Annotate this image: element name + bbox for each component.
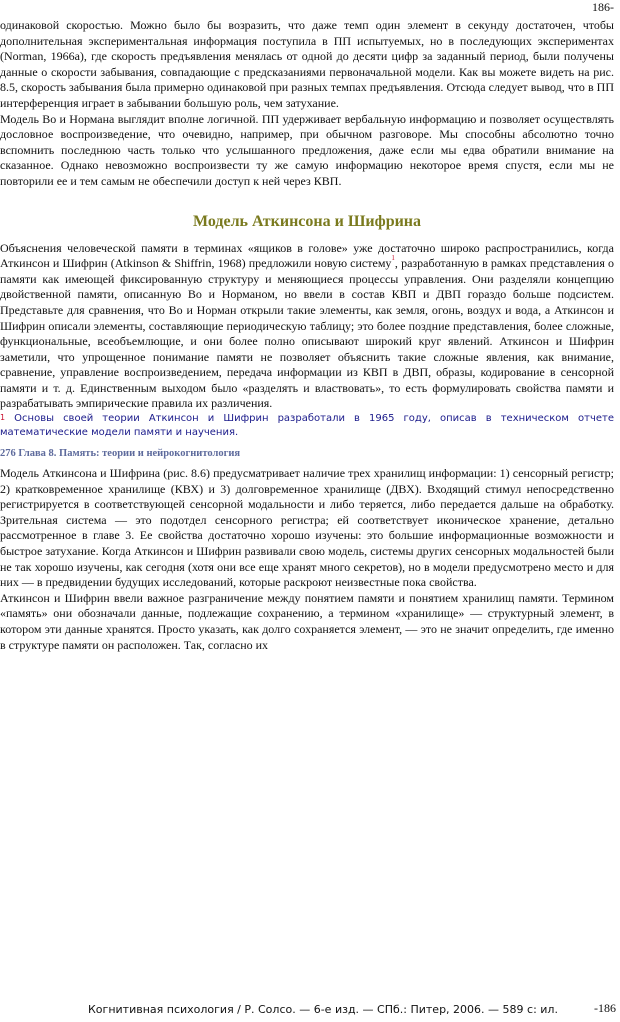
running-header: 276 Глава 8. Память: теории и нейрокогнитология xyxy=(0,448,241,460)
section-intro-paragraph xyxy=(0,241,614,413)
page-footer xyxy=(0,1002,620,1018)
bottom-page-number: -186 xyxy=(594,1001,616,1015)
body-paragraph: Модель Аткинсона и Шифрина (рис. 8.6) предусматривает наличие трех хранилищ информации: 1) сенсорный регистр; 2) кратковременное хранилище (КВХ) и 3) долговременное хранилище (ДВХ). Входящий стимул непосредственно регистрируется в соответствующей сенсорной модальности и либо теряется, либо передается дальше на обработку. Зрительная система — это подотдел сенсорного регистра; ей соответствует иконическое хранение, детально рассмотренное в главе 3. Ее свойства достаточно хорошо изучены: это большие информационные возможности и быстрое затухание. Когда Аткинсон и Шифрин развивали свою модель, системы других сенсорных модальностей были не так хорошо изучены, как сегодня (хотя они все еще хранят много секретов), но в модели предусмотрено место и для них — в предвидении будущих исследований, которые раскроют неизвестные пока свойства. xyxy=(0,466,614,590)
paragraph-text: Объяснения человеческой памяти в терминах «ящиков в голове» уже достаточно широко распространились, когда Аткинсон и Шифрин (Atkinson & Shiffrin, 1968) предложили новую систему xyxy=(0,240,614,271)
footnote-mark: 1 xyxy=(0,413,6,423)
footnote xyxy=(0,412,614,440)
page-body xyxy=(0,18,614,653)
section-title: Модель Аткинсона и Шифрина xyxy=(192,212,422,230)
footnote-text: Основы своей теории Аткинсон и Шифрин разработали в 1965 году, описав в техническом отчете математические модели памяти и научения. xyxy=(0,413,614,439)
paragraph-text-cont: , разработанную в рамках представления о памяти как имеющей фиксированную структуру и меняющиеся процессы управления. Они разделяли концепцию двойственной памяти, описанную Во и Норманом, но ввели в состав КВП и ДВП гораздо больше подсистем. Представьте для сравнения, что Во и Норман открыли такие элементы, как земля, огонь, воздух и вода, а Аткинсон и Шифрин описали элементы, составляющие периодическую таблицу; это более поздние представления, более сложные, функциональные, всеобъемлющие, и они более полно описывают широкий круг явлений. Аткинсон и Шифрин заметили, что упрощенное понимание памяти не позволяет объяснить такие сложные явления, как внимание, сравнение, управление воспроизведением, передача информации из КВП в ДВП, образы, кодирование в сенсорной памяти и т. д. Единственным выходом было «разделять и властвовать», то есть формулировать свойства памяти и разрабатывать эмпирические правила их различения. xyxy=(0,256,614,411)
footnote-reference[interactable]: 1 xyxy=(391,254,395,263)
body-paragraph: одинаковой скоростью. Можно было бы возразить, что даже темп один элемент в секунду достаточен, чтобы дополнительная экспериментальная информация поступила в ПП испытуемых, но в последующих экспериментах (Norman, 1966а), где скорость предъявления менялась от одной до десяти цифр за заданный период, были получены данные о скорости забывания, совпадающие с предсказаниями первоначальной модели. Как вы можете видеть на рис. 8.5, скорость забывания была примерно одинаковой при разных темпах предъявления. Отсюда следует вывод, что в ПП интерференция играет в забывании большую роль, чем затухание. xyxy=(0,18,614,110)
top-page-number: 186- xyxy=(592,0,614,14)
body-paragraph: Аткинсон и Шифрин ввели важное разграничение между понятием памяти и понятием хранилищ памяти. Термином «память» они обозначали данные, подлежащие сохранению, а термином «хранилище» — структурный элемент, в котором эти данные хранятся. Просто указать, как долго сохраняется элемент, — это не значит определить, где именно в структуре памяти он расположен. Так, согласно их xyxy=(0,590,614,652)
body-paragraph: Модель Во и Нормана выглядит вполне логичной. ПП удерживает вербальную информацию и позволяет осуществлять дословное воспроизведение, что очевидно, например, при обычном разговоре. Мы способны абсолютно точно вспомнить последнюю часть только что услышанного предложения, даже если мы едва обратили внимание на сказанное. Однако невозможно воспроизвести ту же самую информацию некоторое время спустя, если мы не повторили ее и тем самым не обеспечили доступ к ней через КВП. xyxy=(0,111,614,188)
footer-citation: Когнитивная психология / Р. Солсо. — 6-е изд. — СПб.: Питер, 2006. — 589 с: ил. xyxy=(88,1003,558,1016)
